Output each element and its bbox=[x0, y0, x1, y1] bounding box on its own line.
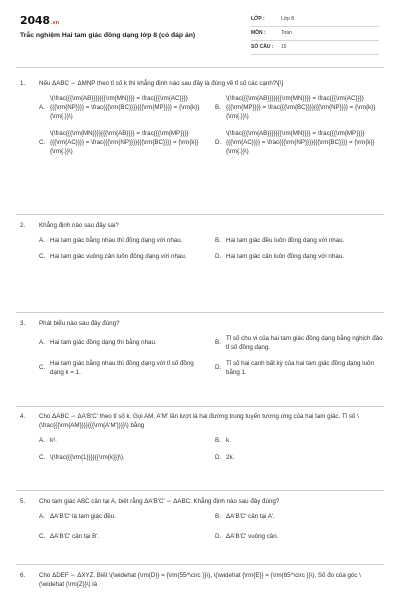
meta-key-class: LỚP : bbox=[251, 15, 265, 22]
question-text: Nếu ΔABC ∽ ΔMNP theo tỉ số k thì khẳng định nào sau đây là đúng về tỉ số các cạnh?\[\] bbox=[39, 80, 284, 87]
option-letter: B. bbox=[215, 512, 221, 520]
question-text: Phát biểu nào sau đây đúng? bbox=[39, 320, 120, 327]
option-letter: A. bbox=[39, 103, 45, 111]
option-text: Tỉ số hai cạnh bất kỳ của hai tam giác đồng dạng luôn bằng 1. bbox=[226, 359, 374, 376]
answer-option-a[interactable] bbox=[39, 333, 209, 355]
option-letter: D. bbox=[215, 453, 222, 461]
question-number: 4. bbox=[20, 413, 26, 420]
option-text: Hai tam giác đều luôn đồng dạng với nhau. bbox=[226, 236, 345, 244]
question-4 bbox=[20, 413, 385, 465]
answer-option-b[interactable] bbox=[215, 235, 385, 248]
option-text: Hai tam giác cân luôn đồng dạng với nhau. bbox=[226, 252, 344, 260]
option-letter: C. bbox=[39, 364, 46, 372]
meta-row-subject bbox=[251, 27, 379, 41]
option-letter: B. bbox=[215, 236, 221, 244]
option-text: 2k. bbox=[226, 453, 235, 461]
page-title: Trắc nghiệm Hai tam giác đồng dạng lớp 8 (có đáp án) bbox=[20, 32, 196, 39]
answer-options bbox=[20, 333, 385, 380]
logo-suffix: .vn bbox=[50, 20, 59, 26]
option-text: k². bbox=[50, 436, 57, 444]
answer-option-a[interactable] bbox=[39, 435, 209, 448]
option-letter: C. bbox=[39, 252, 46, 260]
option-letter: C. bbox=[39, 138, 46, 146]
answer-option-d[interactable] bbox=[215, 531, 385, 544]
meta-row-count bbox=[251, 41, 379, 55]
question-text: Khẳng định nào sau đây sai? bbox=[39, 222, 119, 229]
answer-option-b[interactable] bbox=[215, 435, 385, 448]
question-1 bbox=[20, 80, 385, 159]
option-text: \(\frac{{{\rm{AB}}}}{{{\rm{MN}}}} = \frac{{{\rm{MP}}}}{{{\rm{AC}}}} = \frac{{{\rm{NP}}}}{{{\rm{BC}}}} = {\rm{k}}{\rm{.}}\) bbox=[226, 129, 375, 155]
option-letter: D. bbox=[215, 532, 222, 540]
option-text: \(\frac{{{\rm{1}}}}{{\rm{k}}}\). bbox=[50, 453, 125, 461]
question-number: 2. bbox=[20, 222, 26, 229]
option-text: \(\frac{{{\rm{AB}}}}{{{\rm{MN}}}} = \frac{{{\rm{AC}}}}{{{\rm{MP}}}} = \frac{{{\rm{BC}}}}{{{\rm{NP}}}} = {\rm{k}}{\rm{.}}\) bbox=[226, 94, 376, 120]
answer-option-d[interactable] bbox=[215, 358, 385, 380]
question-number: 6. bbox=[20, 572, 26, 579]
question-divider bbox=[16, 490, 384, 491]
meta-key-count: SỐ CÂU : bbox=[251, 43, 274, 50]
answer-option-c[interactable] bbox=[39, 358, 209, 380]
option-text: k. bbox=[226, 436, 231, 444]
question-text: Cho ΔABC ∽ ΔA'B'C' theo tỉ số k. Gọi AM, A'M' lần lượt là hai đường trung tuyến tương ứng của hai tam giác. Tỉ số \(\frac{{{\rm{AM}}}}{{{\rm{A'M'}}}}\) bằng bbox=[39, 413, 359, 429]
question-5 bbox=[20, 498, 385, 544]
question-number: 1. bbox=[20, 80, 26, 87]
option-letter: B. bbox=[215, 436, 221, 444]
option-text: Hai tam giác vuông cân luôn đồng dạng với nhau. bbox=[50, 252, 187, 260]
meta-value-count: 15 bbox=[281, 43, 287, 50]
option-letter: D. bbox=[215, 364, 222, 372]
question-6 bbox=[20, 572, 385, 590]
meta-key-subject: MÔN : bbox=[251, 29, 266, 36]
option-letter: B. bbox=[215, 103, 221, 111]
option-text: \(\frac{{{\rm{AB}}}}{{{\rm{MN}}}} = \frac{{{\rm{AC}}}}{{{\rm{NP}}}} = \frac{{{\rm{BC}}}}{{{\rm{MP}}}} = {\rm{k}}{\rm{.}}\) bbox=[50, 94, 200, 120]
answer-options bbox=[20, 511, 385, 544]
answer-option-b[interactable] bbox=[215, 93, 385, 124]
question-text: Cho ΔDEF ∽ ΔXYZ. Biết \(\widehat {\rm{D}} = {\rm{55^\circ }}\), \(\widehat {\rm{E}} = {\rm{65^\circ }}\). Số đo của góc \(\widehat {\rm{Z}}\) là bbox=[39, 572, 361, 588]
answer-option-c[interactable] bbox=[39, 452, 209, 465]
option-text: ΔA'B'C' là tam giác đều. bbox=[50, 512, 116, 520]
meta-value-class: Lớp 8 bbox=[281, 15, 295, 22]
option-text: ΔA'B'C' cân tại B'. bbox=[50, 532, 100, 540]
answer-option-a[interactable] bbox=[39, 235, 209, 248]
header-divider bbox=[16, 67, 384, 68]
option-text: Hai tam giác đồng dạng thì bằng nhau. bbox=[50, 339, 157, 347]
question-divider bbox=[16, 406, 384, 407]
site-logo[interactable] bbox=[20, 13, 59, 29]
option-letter: A. bbox=[39, 512, 45, 520]
option-text: Hai tam giác bằng nhau thì đồng dạng với tỉ số đồng dạng k = 1. bbox=[50, 359, 194, 376]
question-text: Cho tam giác ABC cân tại A, biết rằng ΔA'B'C' ∽ ΔABC. Khẳng định nào sau đây đúng? bbox=[39, 498, 280, 505]
option-text: ΔA'B'C' vuông cân. bbox=[226, 532, 279, 540]
logo-main: 2048 bbox=[20, 14, 50, 27]
question-number: 5. bbox=[20, 498, 26, 505]
answer-option-d[interactable] bbox=[215, 251, 385, 264]
answer-option-b[interactable] bbox=[215, 511, 385, 524]
meta-value-subject: Toán bbox=[281, 29, 292, 36]
answer-option-d[interactable] bbox=[215, 452, 385, 465]
answer-options bbox=[20, 235, 385, 264]
option-letter: D. bbox=[215, 138, 222, 146]
option-letter: D. bbox=[215, 252, 222, 260]
question-3 bbox=[20, 320, 385, 380]
question-number: 3. bbox=[20, 320, 26, 327]
answer-options bbox=[20, 435, 385, 465]
option-letter: C. bbox=[39, 532, 46, 540]
option-text: \(\frac{{{\rm{MN}}}}{{{\rm{AB}}}} = \frac{{{\rm{MP}}}}{{{\rm{AC}}}} = \frac{{{\rm{NP}}}}{{{\rm{BC}}}} = {\rm{k}}{\rm{.}}\) bbox=[50, 129, 199, 155]
answer-option-a[interactable] bbox=[39, 93, 209, 124]
option-letter: C. bbox=[39, 453, 46, 461]
question-divider bbox=[16, 312, 384, 313]
question-divider bbox=[16, 214, 384, 215]
option-letter: A. bbox=[39, 236, 45, 244]
option-text: Tỉ số chu vi của hai tam giác đồng dạng bằng nghịch đảo tỉ số đồng dạng. bbox=[226, 334, 383, 351]
option-text: Hai tam giác bằng nhau thì đồng dạng với nhau. bbox=[50, 236, 183, 244]
question-divider bbox=[16, 564, 384, 565]
page-header bbox=[0, 0, 400, 60]
answer-option-b[interactable] bbox=[215, 333, 385, 355]
option-text: ΔA'B'C' cân tại A'. bbox=[226, 512, 275, 520]
meta-row-class bbox=[251, 13, 379, 27]
option-letter: B. bbox=[215, 339, 221, 347]
answer-option-c[interactable] bbox=[39, 251, 209, 264]
option-letter: A. bbox=[39, 339, 45, 347]
question-2 bbox=[20, 222, 385, 264]
answer-option-d[interactable] bbox=[215, 128, 385, 159]
quiz-meta-table bbox=[251, 13, 379, 55]
answer-options bbox=[20, 93, 385, 159]
option-letter: A. bbox=[39, 436, 45, 444]
answer-option-a[interactable] bbox=[39, 511, 209, 524]
answer-option-c[interactable] bbox=[39, 128, 209, 159]
answer-option-c[interactable] bbox=[39, 531, 209, 544]
